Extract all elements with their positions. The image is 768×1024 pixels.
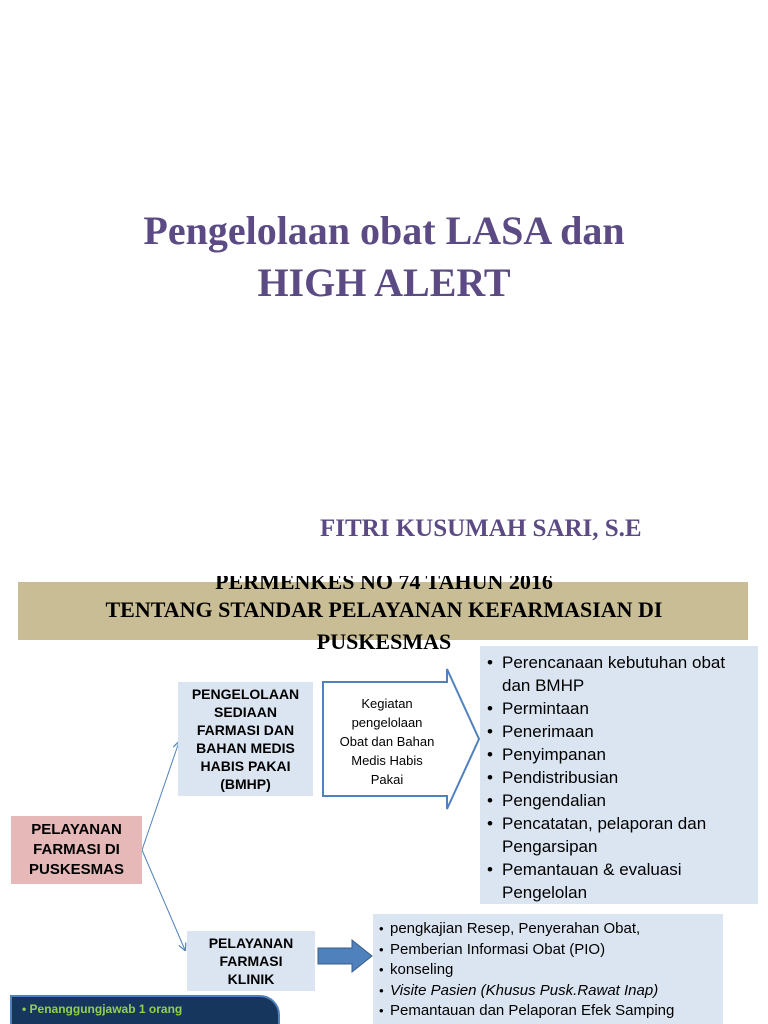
klinik-arrow-shape	[318, 940, 372, 972]
klinik-activities-list	[373, 914, 723, 1024]
pelayanan-line3: PUSKESMAS	[28, 861, 125, 878]
list-item: • Pendistribusian	[487, 766, 752, 789]
content-slide	[0, 576, 768, 1024]
slide-title-line1: Pengelolaan obat LASA dan	[143, 208, 625, 253]
bmhp-line3: FARMASI DAN	[196, 722, 295, 738]
penanggungjawab-label: Penanggungjawab 1 orang	[29, 1002, 183, 1016]
bmhp-line1: PENGELOLAAN	[191, 686, 300, 702]
kegiatan-line3: Obat dan Bahan	[339, 734, 435, 749]
kegiatan-line4: Medis Habis	[351, 753, 423, 768]
pelayanan-line1: PELAYANAN	[31, 821, 122, 838]
connector-to-klinik	[142, 850, 185, 950]
list-item: • Visite Pasien (Khusus Pusk.Rawat Inap)	[379, 981, 719, 1002]
list-item: • konseling	[379, 960, 719, 981]
pelayanan-farmasi-box	[11, 816, 142, 884]
penanggungjawab-text: • Penanggungjawab 1 orang	[22, 1002, 183, 1016]
list-item: • Pencatatan, pelaporan dan Pengarsipan	[487, 812, 752, 858]
list-item: • pengkajian Resep, Penyerahan Obat,	[379, 919, 719, 940]
pelayanan-klinik-box	[187, 931, 315, 991]
banner-line1: PERMENKES NO 74 TAHUN 2016	[215, 576, 553, 594]
list-item: • Perencanaan kebutuhan obat dan BMHP	[487, 651, 752, 697]
bmhp-line5: HABIS PAKAI	[200, 758, 291, 774]
klinik-line2: FARMASI	[219, 953, 283, 969]
connector-to-bmhp	[142, 742, 179, 850]
kegiatan-line2: pengelolaan	[351, 715, 423, 730]
list-item: • Permintaan	[487, 697, 752, 720]
penanggungjawab-callout	[10, 995, 280, 1024]
kegiatan-line5: Pakai	[370, 772, 404, 787]
klinik-line1: PELAYANAN	[208, 935, 294, 951]
bmhp-line4: BAHAN MEDIS	[196, 740, 295, 756]
pelayanan-line2: FARMASI DI	[33, 841, 120, 858]
pengelolaan-bmhp-box	[178, 682, 313, 796]
list-item: • Pemantauan dan Pelaporan Efek Samping	[379, 1001, 719, 1022]
banner-line3: PUSKESMAS	[316, 629, 452, 654]
list-item: • Pengendalian	[487, 789, 752, 812]
pengelolaan-activities-list	[480, 646, 758, 904]
klinik-line3: KLINIK	[227, 971, 275, 987]
banner-line2: TENTANG STANDAR PELAYANAN KEFARMASIAN DI	[105, 597, 663, 622]
kegiatan-line1: Kegiatan	[361, 696, 413, 711]
list-item: • Penyimpanan	[487, 743, 752, 766]
author-name: FITRI KUSUMAH SARI, S.E	[320, 515, 642, 542]
list-item: • Pemantauan & evaluasi Pengelolan	[487, 858, 752, 904]
list-item: • Pemberian Informasi Obat (PIO)	[379, 940, 719, 961]
list-item: • Penerimaan	[487, 720, 752, 743]
kegiatan-arrow-text	[326, 694, 448, 789]
bmhp-line2: SEDIAAN	[213, 704, 277, 720]
slide-title	[40, 205, 728, 309]
slide-title-line2: HIGH ALERT	[257, 260, 511, 305]
bmhp-line6: (BMHP)	[220, 776, 271, 792]
